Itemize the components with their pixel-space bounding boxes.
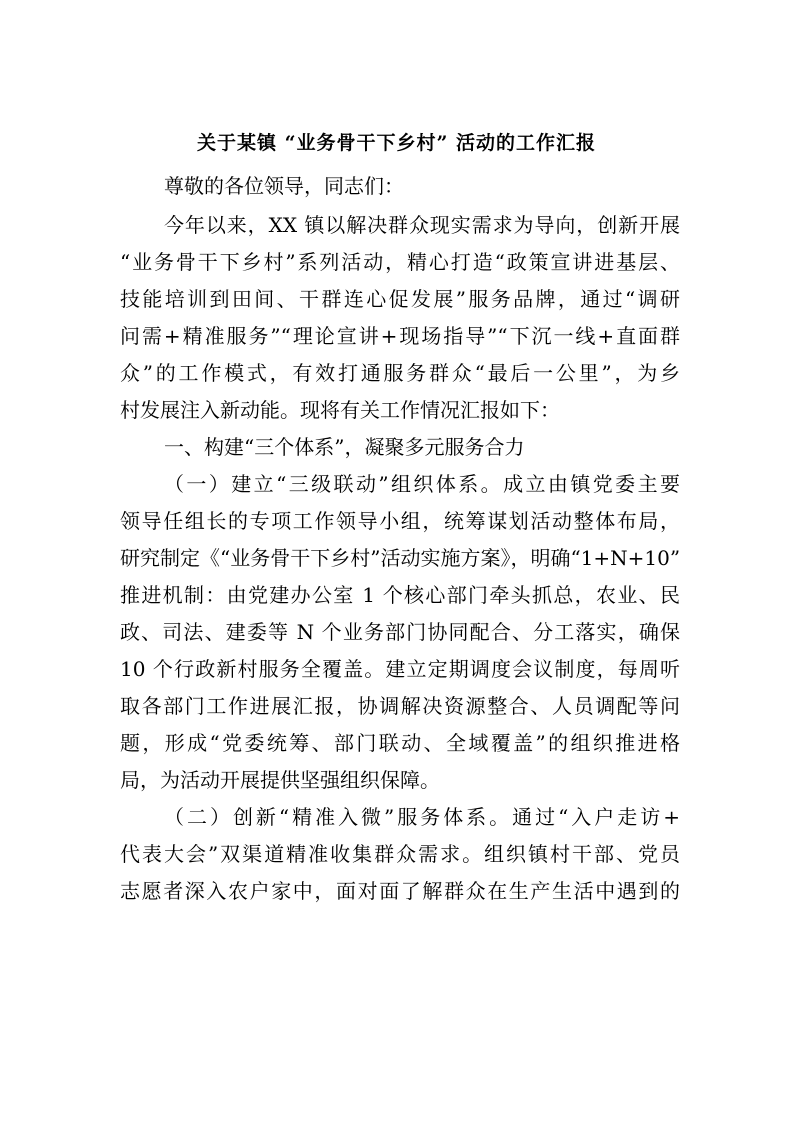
paragraph-line: 取各部门工作进展汇报，协调解决资源整合、人员调配等问 <box>120 694 680 718</box>
paragraph-line: “业务骨干下乡村”系列活动，精心打造“政策宣讲进基层、 <box>120 250 680 274</box>
paragraph-line: 志愿者深入农户家中，面对面了解群众在生产生活中遇到的 <box>120 879 680 903</box>
paragraph-line: 政、司法、建委等 N 个业务部门协同配合、分工落实，确保 <box>120 620 680 644</box>
paragraph-line: 代表大会”双渠道精准收集群众需求。组织镇村干部、党员 <box>120 842 680 866</box>
document-body <box>120 168 680 910</box>
paragraph-line: 技能培训到田间、干群连心促发展”服务品牌，通过“调研 <box>120 287 680 311</box>
paragraph-line: 推进机制：由党建办公室 1 个核心部门牵头抓总，农业、民 <box>120 583 680 607</box>
paragraph-line: 局，为活动开展提供坚强组织保障。 <box>120 768 440 792</box>
salutation-line: 尊敬的各位领导，同志们： <box>164 174 404 198</box>
paragraph-line: 村发展注入新动能。现将有关工作情况汇报如下： <box>120 398 560 422</box>
paragraph-line: 领导任组长的专项工作领导小组，统筹谋划活动整体布局， <box>120 509 680 533</box>
paragraph-line: 10 个行政新村服务全覆盖。建立定期调度会议制度，每周听 <box>120 657 680 681</box>
document-title: 关于某镇 “业务骨干下乡村” 活动的工作汇报 <box>196 132 597 154</box>
section-heading: 一、构建“三个体系”，凝聚多元服务合力 <box>164 435 525 459</box>
paragraph-line: （一）建立“三级联动”组织体系。成立由镇党委主要 <box>164 472 680 496</box>
paragraph-line: 问需+精准服务”“理论宣讲+现场指导”“下沉一线+直面群 <box>120 324 680 348</box>
paragraph-line: 今年以来，XX 镇以解决群众现实需求为导向，创新开展 <box>164 213 680 237</box>
paragraph-line: 研究制定《“业务骨干下乡村”活动实施方案》，明确“1+N+10” <box>120 546 681 570</box>
paragraph-line: 众”的工作模式，有效打通服务群众“最后一公里”，为乡 <box>120 361 680 385</box>
paragraph-line: （二）创新“精准入微”服务体系。通过“入户走访+ <box>164 805 680 829</box>
paragraph-line: 题，形成“党委统筹、部门联动、全域覆盖”的组织推进格 <box>120 731 680 755</box>
